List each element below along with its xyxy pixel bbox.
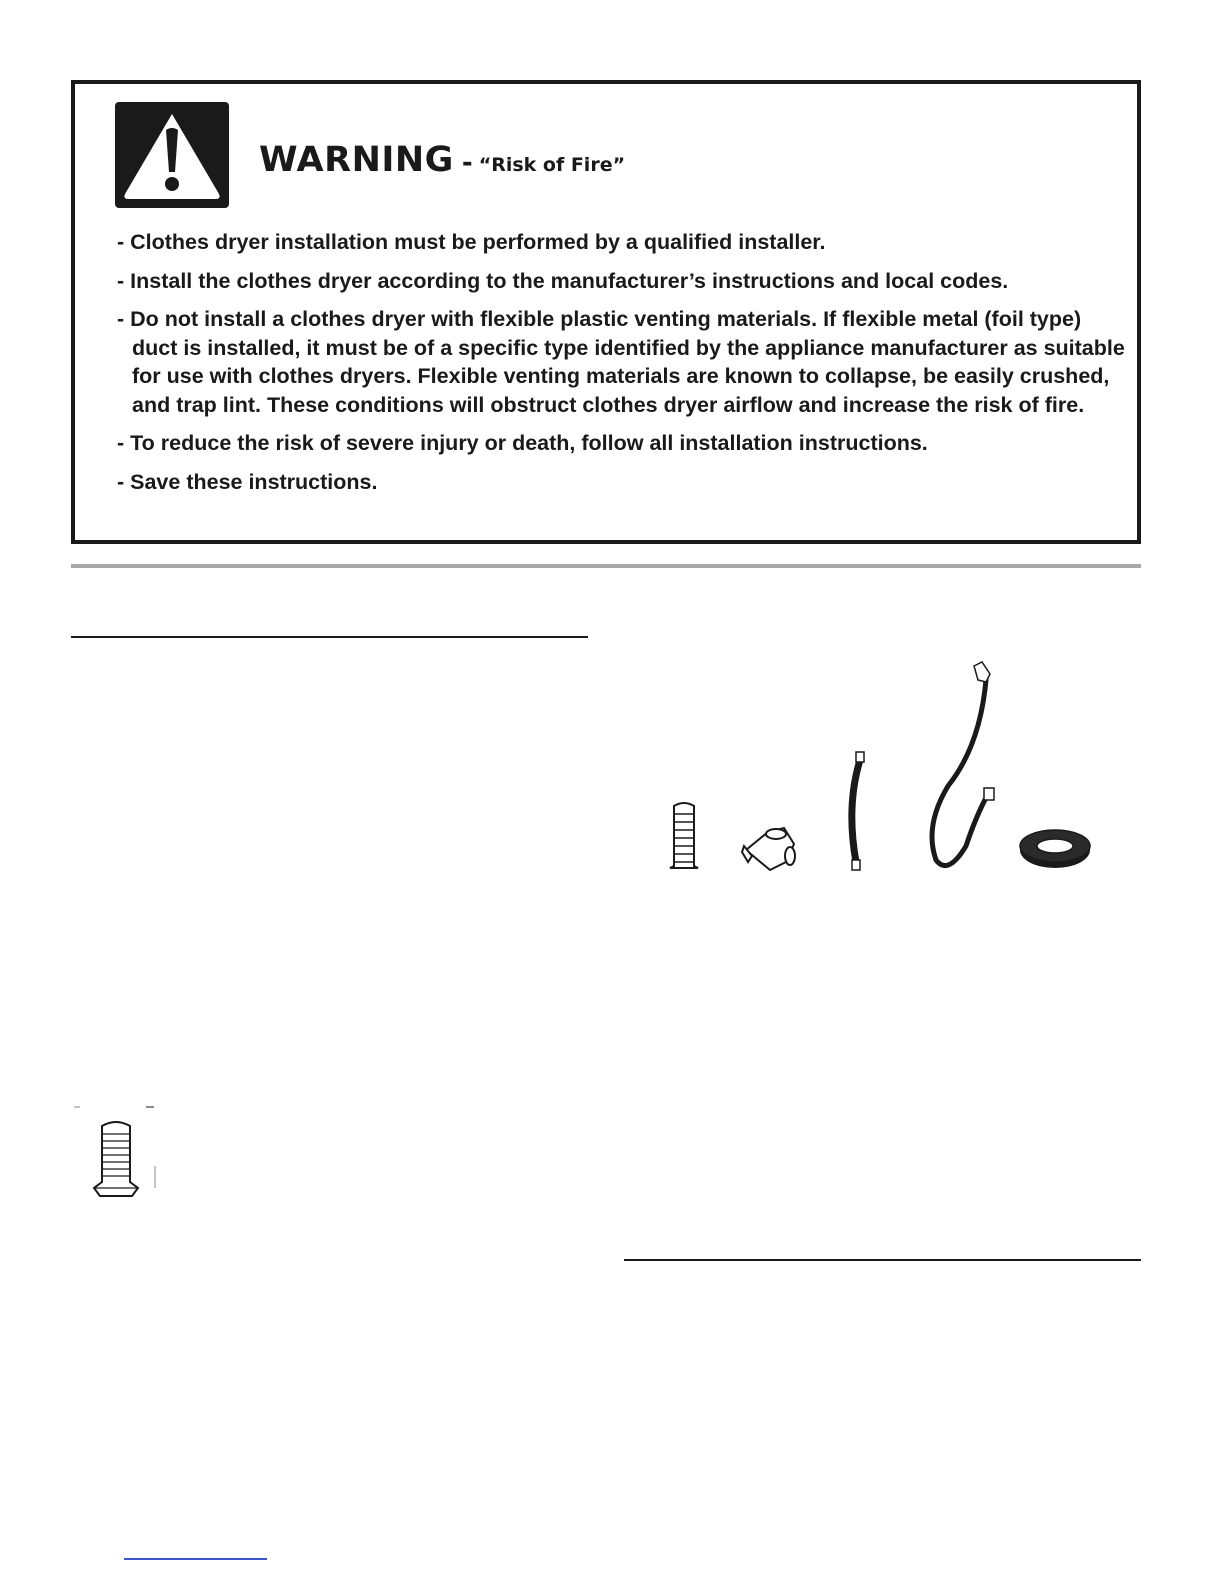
footer-link-underline[interactable] <box>124 1558 267 1560</box>
y-connector-icon <box>742 828 795 870</box>
warning-subtitle: “Risk of Fire” <box>478 154 626 176</box>
warning-item: - Install the clothes dryer according to the manufacturer’s instructions and local codes. <box>117 268 1009 293</box>
warning-heading <box>259 140 625 180</box>
long-inlet-hose-icon <box>932 662 994 866</box>
short-hose-icon <box>852 752 864 870</box>
right-column-rule <box>624 1259 1141 1261</box>
warning-item: - Clothes dryer installation must be performed by a qualified installer. <box>117 230 826 254</box>
drain-connector-illustration <box>72 1104 162 1204</box>
section-divider <box>71 564 1141 568</box>
warning-list <box>117 228 1127 506</box>
flat-washer-icon <box>1020 830 1090 868</box>
drain-connector-icon <box>670 803 698 868</box>
warning-item: - To reduce the risk of severe injury or death, follow all installation instructions. <box>117 431 928 455</box>
warning-item: - Save these instructions. <box>117 469 378 494</box>
warning-box <box>71 80 1141 544</box>
warning-triangle-icon <box>113 100 231 210</box>
warning-item: - Do not install a clothes dryer with flexible plastic venting materials. If flexible metal (foil type) duct is installed, it must be of a specific type identified by the appliance manufacturer as suitable for use with clothes dryers. Flexible venting materials are known to collapse, be easily crushed, and trap lint. These conditions will obstruct clothes dryer airflow and increase the risk of fire. <box>117 307 1125 417</box>
parts-illustration <box>660 656 1100 876</box>
left-column-rule <box>71 636 588 638</box>
warning-title: WARNING <box>259 140 454 180</box>
warning-separator: - <box>461 148 473 178</box>
